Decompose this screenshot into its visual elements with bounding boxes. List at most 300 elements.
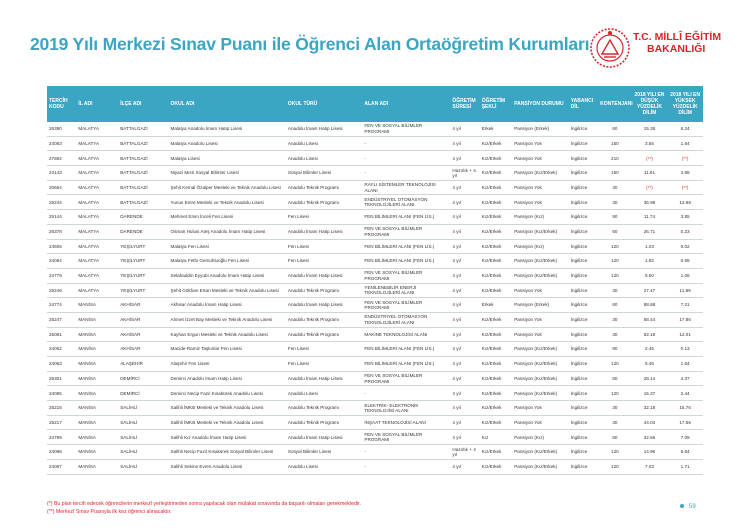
cell-en-dusuk-dilim: 62.18 xyxy=(632,327,668,342)
cell-en-yuksek-dilim: 17.56 xyxy=(667,415,703,430)
cell-okul-adi: Mehmet Emin İnceli Fen Lisesi xyxy=(169,210,286,225)
table-row xyxy=(47,445,703,460)
cell-ogretim-suresi: 4 yıl xyxy=(450,415,479,430)
cell-ogretim-sekli: Kız/Erkek xyxy=(480,445,512,460)
cell-tercih-kodu: 25246 xyxy=(47,283,76,298)
cell-okul-turu: Anadolu İmam Hatip Lisesi xyxy=(286,268,362,283)
cell-okul-turu: Anadolu İmam Hatip Lisesi xyxy=(286,298,362,313)
cell-okul-adi: Malatya Lisesi xyxy=(169,151,286,166)
cell-pansiyon-durumu: Pansiyon (Kız/Erkek) xyxy=(512,224,569,239)
cell-il-adi: MALATYA xyxy=(76,268,118,283)
cell-ilce-adi: AKHİSAR xyxy=(118,342,168,357)
cell-ogretim-suresi: 4 yıl xyxy=(450,122,479,136)
cell-ogretim-sekli: Kız/Erkek xyxy=(480,386,512,401)
cell-ogretim-sekli: Kız/Erkek xyxy=(480,136,512,151)
cell-yabanci-dil: İngilizce xyxy=(569,327,598,342)
cell-ilce-adi: SALİHLİ xyxy=(118,459,168,474)
table-row xyxy=(47,210,703,225)
cell-alan-adi: FEN VE SOSYAL BİLİMLER PROGRAMI xyxy=(362,122,450,136)
cell-alan-adi: - xyxy=(362,445,450,460)
cell-ilce-adi: ALAŞEHİR xyxy=(118,357,168,372)
cell-alan-adi: - xyxy=(362,166,450,181)
cell-en-yuksek-dilim: (**) xyxy=(667,180,703,195)
cell-ogretim-suresi: 4 yıl xyxy=(450,386,479,401)
cell-alan-adi: RAYLI SİSTEMLER TEKNOLOJİSİ ALANI xyxy=(362,180,450,195)
cell-okul-turu: Anadolu Teknik Programı xyxy=(286,180,362,195)
header-pansiyon-durumu: PANSİYON DURUMU xyxy=(512,86,569,122)
cell-en-yuksek-dilim: 0.02 xyxy=(667,239,703,254)
cell-il-adi: MALATYA xyxy=(76,254,118,269)
cell-pansiyon-durumu: Pansiyon Yok xyxy=(512,327,569,342)
cell-ilce-adi: BATTALGAZİ xyxy=(118,166,168,181)
cell-il-adi: MANİSA xyxy=(76,430,118,445)
cell-ogretim-suresi: 4 yıl xyxy=(450,430,479,445)
cell-en-yuksek-dilim: 6.24 xyxy=(667,122,703,136)
table-row xyxy=(47,371,703,386)
cell-tercih-kodu: 26301 xyxy=(47,371,76,386)
cell-okul-turu: Anadolu Lisesi xyxy=(286,386,362,401)
cell-tercih-kodu: 24083 xyxy=(47,136,76,151)
table-row xyxy=(47,268,703,283)
cell-en-yuksek-dilim: 11.89 xyxy=(667,283,703,298)
cell-okul-adi: Malatya Fen Lisesi xyxy=(169,239,286,254)
cell-kontenjani: 30 xyxy=(598,327,632,342)
cell-pansiyon-durumu: Pansiyon (Kız/Erkek) xyxy=(512,357,569,372)
cell-pansiyon-durumu: Pansiyon (Kız) xyxy=(512,210,569,225)
cell-alan-adi: FEN BİLİMLERİ ALANI (FEN LİS.) xyxy=(362,254,450,269)
cell-alan-adi: FEN BİLİMLERİ ALANI (FEN LİS.) xyxy=(362,210,450,225)
cell-ogretim-sekli: Kız/Erkek xyxy=(480,342,512,357)
cell-pansiyon-durumu: Pansiyon (Kız/Erkek) xyxy=(512,371,569,386)
cell-tercih-kodu: 25144 xyxy=(47,210,76,225)
cell-ilce-adi: YEŞİLYURT xyxy=(118,268,168,283)
cell-ogretim-suresi: 4 yıl xyxy=(450,327,479,342)
header-il-adi: İL ADI xyxy=(76,86,118,122)
logo-line-2: BAKANLIĞI xyxy=(647,42,706,55)
cell-ilce-adi: BATTALGAZİ xyxy=(118,195,168,210)
cell-ogretim-suresi: 4 yıl xyxy=(450,371,479,386)
cell-en-dusuk-dilim: 3.55 xyxy=(632,136,668,151)
cell-il-adi: MANİSA xyxy=(76,415,118,430)
cell-ogretim-suresi: 4 yıl xyxy=(450,401,479,416)
cell-yabanci-dil: İngilizce xyxy=(569,342,598,357)
cell-il-adi: MALATYA xyxy=(76,122,118,136)
page-number-text: 59 xyxy=(689,504,696,510)
cell-ogretim-suresi: 4 yıl xyxy=(450,298,479,313)
cell-okul-turu: Fen Lisesi xyxy=(286,357,362,372)
cell-kontenjani: 120 xyxy=(598,239,632,254)
cell-alan-adi: FEN VE SOSYAL BİLİMLER PROGRAMI xyxy=(362,268,450,283)
cell-ogretim-sekli: Kız/Erkek xyxy=(480,371,512,386)
footnotes xyxy=(47,500,361,516)
cell-tercih-kodu: 24062 xyxy=(47,342,76,357)
cell-ogretim-sekli: Kız/Erkek xyxy=(480,327,512,342)
cell-en-dusuk-dilim: 44.04 xyxy=(632,415,668,430)
cell-en-dusuk-dilim: (**) xyxy=(632,151,668,166)
cell-alan-adi: FEN BİLİMLERİ ALANI (FEN LİS.) xyxy=(362,239,450,254)
cell-pansiyon-durumu: Pansiyon (Kız) xyxy=(512,239,569,254)
cell-okul-turu: Fen Lisesi xyxy=(286,210,362,225)
cell-kontenjani: 30 xyxy=(598,180,632,195)
footnote-2-mark: (**) xyxy=(47,509,55,515)
cell-yabanci-dil: İngilizce xyxy=(569,371,598,386)
cell-okul-turu: Sosyal Bilimler Lisesi xyxy=(286,166,362,181)
cell-ogretim-sekli: Erkek xyxy=(480,122,512,136)
cell-alan-adi: - xyxy=(362,386,450,401)
cell-tercih-kodu: 24774 xyxy=(47,298,76,313)
cell-kontenjani: 90 xyxy=(598,210,632,225)
cell-en-yuksek-dilim: 2.44 xyxy=(667,386,703,401)
cell-pansiyon-durumu: Pansiyon Yok xyxy=(512,180,569,195)
cell-ogretim-sekli: Kız/Erkek xyxy=(480,224,512,239)
cell-en-dusuk-dilim: 32.56 xyxy=(632,430,668,445)
cell-yabanci-dil: İngilizce xyxy=(569,386,598,401)
header-alan-adi: ALAN ADI xyxy=(362,86,450,122)
cell-en-yuksek-dilim: 3.85 xyxy=(667,210,703,225)
table-body xyxy=(47,122,703,474)
cell-okul-adi: Salihli Sekine Evren Anadolu Lisesi xyxy=(169,459,286,474)
cell-tercih-kodu: 25247 xyxy=(47,312,76,327)
cell-pansiyon-durumu: Pansiyon (Kız/Erkek) xyxy=(512,254,569,269)
footnote-1 xyxy=(47,500,361,508)
cell-kontenjani: 120 xyxy=(598,357,632,372)
cell-ilce-adi: AKHİSAR xyxy=(118,327,168,342)
cell-yabanci-dil: İngilizce xyxy=(569,459,598,474)
cell-okul-turu: Fen Lisesi xyxy=(286,342,362,357)
cell-pansiyon-durumu: Pansiyon Yok xyxy=(512,312,569,327)
cell-yabanci-dil: İngilizce xyxy=(569,136,598,151)
cell-yabanci-dil: İngilizce xyxy=(569,445,598,460)
cell-yabanci-dil: İngilizce xyxy=(569,180,598,195)
header-ilce-adi: İLÇE ADI xyxy=(118,86,168,122)
header-okul-turu: OKUL TÜRÜ xyxy=(286,86,362,122)
cell-okul-adi: Ahmet İzzet Bay Mesleki ve Teknik Anadolu Lisesi xyxy=(169,312,286,327)
cell-ogretim-suresi: 4 yıl xyxy=(450,459,479,474)
cell-okul-adi: Kayhan Ergun Mesleki ve Teknik Anadolu Lisesi xyxy=(169,327,286,342)
cell-kontenjani: 60 xyxy=(598,298,632,313)
cell-il-adi: MANİSA xyxy=(76,357,118,372)
table-row xyxy=(47,283,703,298)
header-yabanci-dil: YABANCI DİL xyxy=(569,86,598,122)
cell-pansiyon-durumu: Pansiyon Yok xyxy=(512,136,569,151)
header-ogretim-sekli: ÖĞRETİM ŞEKLİ xyxy=(480,86,512,122)
cell-ilce-adi: YEŞİLYURT xyxy=(118,254,168,269)
cell-tercih-kodu: 24779 xyxy=(47,268,76,283)
cell-ogretim-sekli: Kız/Erkek xyxy=(480,195,512,210)
cell-tercih-kodu: 20664 xyxy=(47,180,76,195)
cell-il-adi: MALATYA xyxy=(76,224,118,239)
cell-en-dusuk-dilim: 15.35 xyxy=(632,122,668,136)
cell-ilce-adi: SALİHLİ xyxy=(118,415,168,430)
cell-ogretim-sekli: Kız/Erkek xyxy=(480,180,512,195)
cell-yabanci-dil: İngilizce xyxy=(569,195,598,210)
cell-okul-turu: Anadolu İmam Hatip Lisesi xyxy=(286,224,362,239)
cell-il-adi: MANİSA xyxy=(76,327,118,342)
cell-okul-turu: Anadolu Teknik Programı xyxy=(286,401,362,416)
cell-yabanci-dil: İngilizce xyxy=(569,122,598,136)
cell-en-yuksek-dilim: 0.13 xyxy=(667,342,703,357)
cell-ogretim-suresi: 4 yıl xyxy=(450,283,479,298)
cell-en-yuksek-dilim: 0.68 xyxy=(667,254,703,269)
cell-alan-adi: FEN VE SOSYAL BİLİMLER PROGRAMI xyxy=(362,371,450,386)
cell-il-adi: MANİSA xyxy=(76,386,118,401)
header-en-yuksek-dilim: 2018 YILI EN YÜKSEK YÜZDELİK DİLİM xyxy=(667,86,703,122)
cell-tercih-kodu: 25216 xyxy=(47,401,76,416)
cell-okul-adi: Şehit Kemal Özalper Mesleki ve Teknik Anadolu Lisesi xyxy=(169,180,286,195)
logo-line-1: T.C. MİLLÎ EĞİTİM xyxy=(633,31,722,43)
cell-okul-turu: Anadolu İmam Hatip Lisesi xyxy=(286,371,362,386)
schools-table-wrap xyxy=(47,86,703,475)
cell-ogretim-suresi: 4 yıl xyxy=(450,268,479,283)
cell-yabanci-dil: İngilizce xyxy=(569,151,598,166)
cell-il-adi: MANİSA xyxy=(76,371,118,386)
table-row xyxy=(47,312,703,327)
cell-ogretim-suresi: 4 yıl xyxy=(450,180,479,195)
cell-pansiyon-durumu: Pansiyon (Kız) xyxy=(512,430,569,445)
cell-ilce-adi: AKHİSAR xyxy=(118,312,168,327)
cell-okul-turu: Sosyal Bilimler Lisesi xyxy=(286,445,362,460)
cell-alan-adi: - xyxy=(362,151,450,166)
cell-pansiyon-durumu: Pansiyon (Kız/Erkek) xyxy=(512,386,569,401)
cell-en-yuksek-dilim: 15.76 xyxy=(667,401,703,416)
cell-tercih-kodu: 24088 xyxy=(47,445,76,460)
cell-tercih-kodu: 26378 xyxy=(47,224,76,239)
cell-alan-adi: MAKİNE TEKNOLOJİSİ ALANI xyxy=(362,327,450,342)
ministry-emblem-icon xyxy=(588,24,632,76)
cell-tercih-kodu: 25081 xyxy=(47,327,76,342)
cell-alan-adi: FEN VE SOSYAL BİLİMLER PROGRAMI xyxy=(362,224,450,239)
cell-yabanci-dil: İngilizce xyxy=(569,401,598,416)
cell-yabanci-dil: İngilizce xyxy=(569,357,598,372)
table-row xyxy=(47,415,703,430)
cell-okul-adi: Demirci Anadolu İmam Hatip Lisesi xyxy=(169,371,286,386)
cell-ilce-adi: DARENDE xyxy=(118,224,168,239)
cell-en-yuksek-dilim: 13.98 xyxy=(667,195,703,210)
cell-pansiyon-durumu: Pansiyon (Erkek) xyxy=(512,122,569,136)
cell-ilce-adi: SALİHLİ xyxy=(118,445,168,460)
page-title: 2019 Yılı Merkezi Sınav Puanı ile Öğrenci Alan Ortaöğretim Kurumları xyxy=(30,34,590,54)
cell-il-adi: MANİSA xyxy=(76,298,118,313)
cell-kontenjani: 120 xyxy=(598,445,632,460)
cell-pansiyon-durumu: Pansiyon (Kız/Erkek) xyxy=(512,459,569,474)
cell-tercih-kodu: 24085 xyxy=(47,386,76,401)
cell-pansiyon-durumu: Pansiyon Yok xyxy=(512,415,569,430)
cell-okul-turu: Fen Lisesi xyxy=(286,239,362,254)
cell-il-adi: MANİSA xyxy=(76,342,118,357)
cell-en-yuksek-dilim: 17.86 xyxy=(667,312,703,327)
cell-en-dusuk-dilim: 26.71 xyxy=(632,224,668,239)
cell-kontenjani: 150 xyxy=(598,136,632,151)
cell-ogretim-sekli: Kız/Erkek xyxy=(480,239,512,254)
cell-ilce-adi: DARENDE xyxy=(118,210,168,225)
cell-okul-turu: Fen Lisesi xyxy=(286,254,362,269)
table-row xyxy=(47,136,703,151)
cell-en-yuksek-dilim: 4.37 xyxy=(667,371,703,386)
cell-yabanci-dil: İngilizce xyxy=(569,210,598,225)
cell-alan-adi: FEN VE SOSYAL BİLİMLER PROGRAMI xyxy=(362,298,450,313)
cell-okul-turu: Anadolu Lisesi xyxy=(286,151,362,166)
cell-okul-adi: Macide-Ramiz Taşkınlar Fen Lisesi xyxy=(169,342,286,357)
cell-yabanci-dil: İngilizce xyxy=(569,298,598,313)
cell-okul-turu: Anadolu İmam Hatip Lisesi xyxy=(286,430,362,445)
cell-alan-adi: FEN BİLİMLERİ ALANI (FEN LİS.) xyxy=(362,357,450,372)
table-row xyxy=(47,386,703,401)
cell-kontenjani: 120 xyxy=(598,386,632,401)
cell-okul-turu: Anadolu Lisesi xyxy=(286,459,362,474)
cell-tercih-kodu: 25217 xyxy=(47,415,76,430)
cell-ogretim-sekli: Kız/Erkek xyxy=(480,210,512,225)
cell-ogretim-sekli: Kız/Erkek xyxy=(480,151,512,166)
table-row xyxy=(47,401,703,416)
cell-en-dusuk-dilim: 32.18 xyxy=(632,401,668,416)
cell-en-dusuk-dilim: 11.61 xyxy=(632,166,668,181)
cell-ogretim-suresi: 4 yıl xyxy=(450,357,479,372)
cell-ogretim-suresi: 4 yıl xyxy=(450,312,479,327)
cell-ogretim-suresi: 4 yıl xyxy=(450,195,479,210)
table-row xyxy=(47,459,703,474)
cell-ilce-adi: DEMİRCİ xyxy=(118,386,168,401)
cell-ogretim-sekli: Kız/Erkek xyxy=(480,357,512,372)
cell-en-dusuk-dilim: 1.03 xyxy=(632,239,668,254)
cell-okul-adi: Niyazi Mısri Sosyal Bilimler Lisesi xyxy=(169,166,286,181)
cell-il-adi: MALATYA xyxy=(76,239,118,254)
cell-okul-adi: Malatya Fethi Gemuhluoğlu Fen Lisesi xyxy=(169,254,286,269)
cell-okul-adi: Osman Hulusi Ateş Anadolu İmam Hatip Lisesi xyxy=(169,224,286,239)
cell-il-adi: MALATYA xyxy=(76,195,118,210)
cell-en-yuksek-dilim: 7.09 xyxy=(667,430,703,445)
table-row xyxy=(47,254,703,269)
cell-en-yuksek-dilim: 1.71 xyxy=(667,459,703,474)
cell-il-adi: MANİSA xyxy=(76,459,118,474)
cell-alan-adi: ENDÜSTRİYEL OTOMASYON TEKNOLOJİLERİ ALANI xyxy=(362,195,450,210)
cell-ilce-adi: BATTALGAZİ xyxy=(118,180,168,195)
cell-kontenjani: 30 xyxy=(598,401,632,416)
cell-en-yuksek-dilim: (**) xyxy=(667,151,703,166)
footnote-1-text: Bu plan tercih edecek öğrencilerin merkezî yerleştirmeden sonra yapılacak olan mülakat sınavında da başarılı olmaları gerekmektedir. xyxy=(53,501,362,507)
cell-il-adi: MALATYA xyxy=(76,151,118,166)
cell-il-adi: MANİSA xyxy=(76,401,118,416)
cell-okul-adi: Salihli Kız Anadolu İmam Hatip Lisesi xyxy=(169,430,286,445)
cell-alan-adi: - xyxy=(362,136,450,151)
cell-okul-turu: Anadolu Lisesi xyxy=(286,136,362,151)
cell-tercih-kodu: 24789 xyxy=(47,430,76,445)
cell-ogretim-suresi: 4 yıl xyxy=(450,151,479,166)
header-tercih-kodu: TERCİH KODU xyxy=(47,86,76,122)
table-row xyxy=(47,357,703,372)
cell-yabanci-dil: İngilizce xyxy=(569,224,598,239)
cell-okul-adi: Malatya Anadolu Lisesi xyxy=(169,136,286,151)
header-ogretim-suresi: ÖĞRETİM SÜRESİ xyxy=(450,86,479,122)
cell-yabanci-dil: İngilizce xyxy=(569,430,598,445)
cell-kontenjani: 90 xyxy=(598,342,632,357)
cell-alan-adi: FEN BİLİMLERİ ALANI (FEN LİS.) xyxy=(362,342,450,357)
cell-pansiyon-durumu: Pansiyon (Kız/Erkek) xyxy=(512,166,569,181)
cell-kontenjani: 120 xyxy=(598,268,632,283)
cell-okul-adi: Akhisar Anadolu İmam Hatip Lisesi xyxy=(169,298,286,313)
cell-en-yuksek-dilim: 0.23 xyxy=(667,224,703,239)
cell-il-adi: MANİSA xyxy=(76,312,118,327)
cell-tercih-kodu: 24087 xyxy=(47,459,76,474)
cell-pansiyon-durumu: Pansiyon Yok xyxy=(512,401,569,416)
cell-yabanci-dil: İngilizce xyxy=(569,254,598,269)
header-okul-adi: OKUL ADI xyxy=(169,86,286,122)
cell-ogretim-suresi: Hazırlık + 4 yıl xyxy=(450,166,479,181)
cell-en-dusuk-dilim: 27.47 xyxy=(632,283,668,298)
cell-en-dusuk-dilim: 28.14 xyxy=(632,371,668,386)
cell-tercih-kodu: 24084 xyxy=(47,254,76,269)
cell-en-dusuk-dilim: 58.44 xyxy=(632,312,668,327)
cell-kontenjani: 150 xyxy=(598,166,632,181)
cell-pansiyon-durumu: Pansiyon (Kız/Erkek) xyxy=(512,342,569,357)
cell-en-dusuk-dilim: 5.46 xyxy=(632,357,668,372)
cell-ogretim-sekli: Kız/Erkek xyxy=(480,166,512,181)
footnote-1-mark: (*) xyxy=(47,501,53,507)
cell-kontenjani: 60 xyxy=(598,371,632,386)
cell-en-yuksek-dilim: 1.84 xyxy=(667,136,703,151)
cell-ogretim-sekli: Kız/Erkek xyxy=(480,415,512,430)
cell-ilce-adi: SALİHLİ xyxy=(118,401,168,416)
cell-ogretim-sekli: Kız/Erkek xyxy=(480,459,512,474)
cell-alan-adi: YENİLENEBİLİR ENERJİ TEKNOLOJİLERİ ALANI xyxy=(362,283,450,298)
cell-ogretim-suresi: 4 yıl xyxy=(450,224,479,239)
cell-alan-adi: ENDÜSTRİYEL OTOMASYON TEKNOLOJİLERİ ALANI xyxy=(362,312,450,327)
table-row xyxy=(47,195,703,210)
cell-ogretim-sekli: Kız/Erkek xyxy=(480,401,512,416)
cell-ogretim-suresi: 4 yıl xyxy=(450,239,479,254)
cell-okul-turu: Anadolu Teknik Programı xyxy=(286,312,362,327)
cell-tercih-kodu: 24605 xyxy=(47,239,76,254)
footnote-2-text: Merkezî Sınav Puanıyla ilk kez öğrenci alınacaktır. xyxy=(55,509,172,515)
cell-okul-adi: Salihli Necip Fazıl Kısakürek Sosyal Bilimler Lisesi xyxy=(169,445,286,460)
cell-il-adi: MALATYA xyxy=(76,283,118,298)
cell-okul-adi: Salihli İMKB Mesleki ve Teknik Anadolu Lisesi xyxy=(169,401,286,416)
cell-okul-adi: Salihli İMKB Mesleki ve Teknik Anadolu Lisesi xyxy=(169,415,286,430)
table-row xyxy=(47,166,703,181)
cell-okul-turu: Anadolu Teknik Programı xyxy=(286,283,362,298)
cell-yabanci-dil: İngilizce xyxy=(569,268,598,283)
footnote-2 xyxy=(47,508,361,516)
cell-okul-turu: Anadolu Teknik Programı xyxy=(286,195,362,210)
cell-alan-adi: - xyxy=(362,459,450,474)
table-row xyxy=(47,122,703,136)
cell-en-dusuk-dilim: 1.92 xyxy=(632,254,668,269)
cell-en-dusuk-dilim: 36.98 xyxy=(632,195,668,210)
table-row xyxy=(47,327,703,342)
cell-kontenjani: 30 xyxy=(598,283,632,298)
cell-pansiyon-durumu: Pansiyon Yok xyxy=(512,283,569,298)
cell-kontenjani: 30 xyxy=(598,195,632,210)
cell-yabanci-dil: İngilizce xyxy=(569,239,598,254)
cell-en-yuksek-dilim: 12.01 xyxy=(667,327,703,342)
cell-pansiyon-durumu: Pansiyon (Kız/Erkek) xyxy=(512,445,569,460)
cell-ilce-adi: BATTALGAZİ xyxy=(118,151,168,166)
cell-okul-adi: Alaşehir Fen Lisesi xyxy=(169,357,286,372)
cell-ilce-adi: SALİHLİ xyxy=(118,430,168,445)
cell-pansiyon-durumu: Pansiyon Yok xyxy=(512,151,569,166)
cell-en-dusuk-dilim: 14.96 xyxy=(632,445,668,460)
cell-ogretim-suresi: 4 yıl xyxy=(450,342,479,357)
cell-ogretim-sekli: Kız/Erkek xyxy=(480,312,512,327)
cell-en-yuksek-dilim: 5.84 xyxy=(667,445,703,460)
cell-ogretim-sekli: Kız/Erkek xyxy=(480,254,512,269)
table-row xyxy=(47,151,703,166)
cell-il-adi: MALATYA xyxy=(76,136,118,151)
cell-ogretim-suresi: 4 yıl xyxy=(450,210,479,225)
cell-okul-turu: Anadolu İmam Hatip Lisesi xyxy=(286,122,362,136)
cell-il-adi: MANİSA xyxy=(76,445,118,460)
cell-okul-adi: Şehit Gökhan Ertan Mesleki ve Teknik Anadolu Lisesi xyxy=(169,283,286,298)
header-en-dusuk-dilim: 2018 YILI EN DÜŞÜK YÜZDELİK DİLİM xyxy=(632,86,668,122)
